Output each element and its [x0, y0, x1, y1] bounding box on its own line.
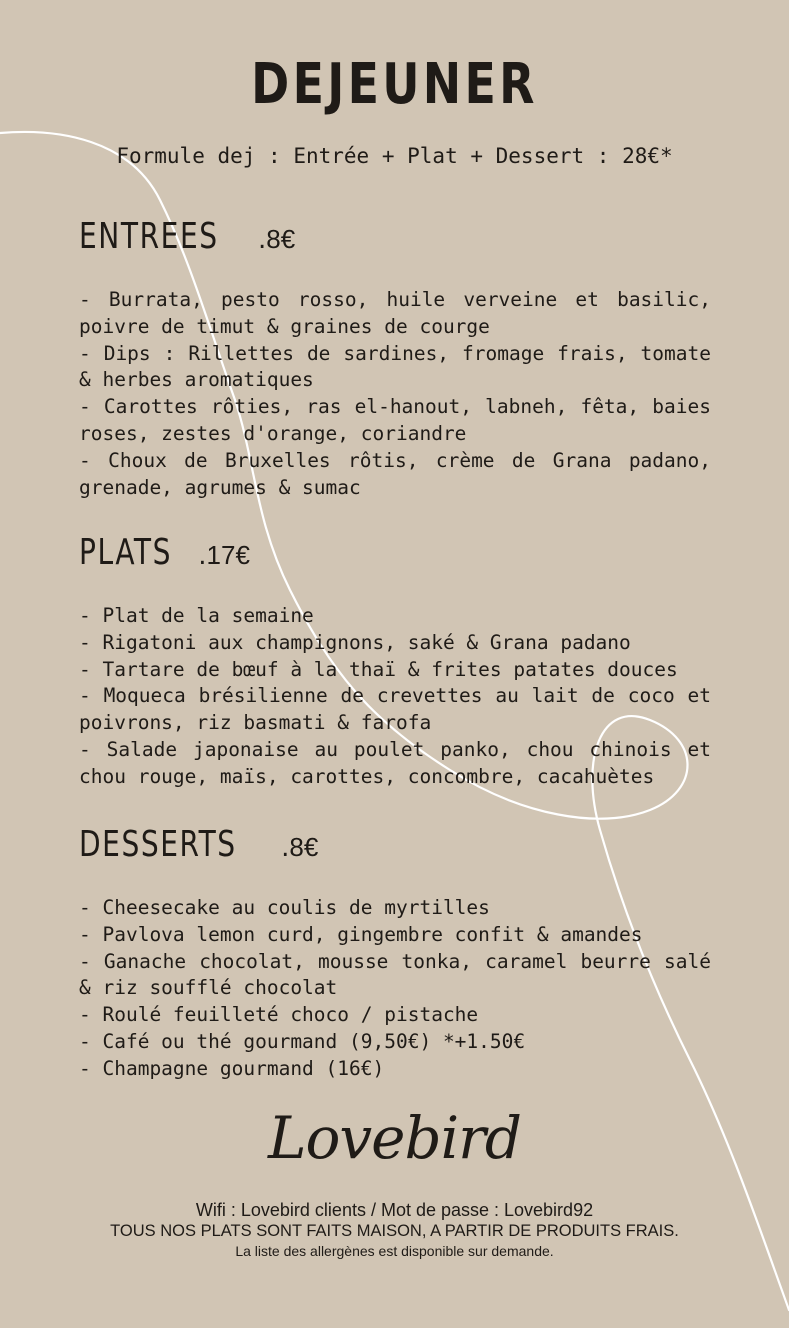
- menu-item: - Plat de la semaine: [79, 604, 314, 627]
- menu-item-list: [79, 287, 711, 501]
- brand-signature-logo: Lovebird: [267, 1104, 522, 1172]
- section-title: DESSERTS: [79, 824, 237, 865]
- heading-dot: .: [258, 225, 267, 255]
- heading-dot: .: [281, 833, 290, 863]
- section-heading: [79, 530, 711, 576]
- wifi-info: Wifi : Lovebird clients / Mot de passe : Lovebird92: [195, 1200, 594, 1220]
- lunch-formula: Formule dej : Entrée + Plat + Dessert : 28€*: [116, 144, 673, 168]
- menu-item: - Pavlova lemon curd, gingembre confit & amandes: [79, 922, 643, 946]
- menu-item: - Champagne gourmand (16€): [79, 1056, 385, 1080]
- section-price: 17€: [206, 540, 250, 570]
- menu-item-list: [79, 895, 711, 1083]
- section-heading: [79, 822, 711, 868]
- allergen-notice: La liste des allergènes est disponible sur demande.: [235, 1243, 554, 1259]
- page-title: DEJEUNER: [251, 52, 538, 117]
- menu-item: - Ganache chocolat, mousse tonka, caramel beurre salé & riz soufflé chocolat: [79, 949, 711, 1000]
- menu-item: - Carottes rôties, ras el-hanout, labneh, fêta, baies roses, zestes d'orange, coriandre: [79, 395, 711, 445]
- menu-item: - Rigatoni aux champignons, saké & Grana padano: [79, 630, 631, 654]
- menu-item: - Choux de Bruxelles rôtis, crème de Grana padano, grenade, agrumes & sumac: [79, 448, 711, 499]
- menu-item: - Tartare de bœuf à la thaï & frites patates douces: [79, 657, 678, 681]
- menu-item-list: [79, 603, 711, 791]
- menu-item: - Salade japonaise au poulet panko, chou chinois et chou rouge, maïs, carottes, concombre, cacahuètes: [79, 737, 711, 788]
- menu-item: - Roulé feuilleté choco / pistache: [79, 1003, 479, 1027]
- heading-dot: .: [198, 541, 207, 571]
- homemade-notice: TOUS NOS PLATS SONT FAITS MAISON, A PARTIR DE PRODUITS FRAIS.: [110, 1222, 679, 1240]
- section-desserts: [79, 822, 711, 1083]
- menu-item: - Dips : Rillettes de sardines, fromage frais, tomate & herbes aromatiques: [79, 341, 711, 392]
- section-title: PLATS: [79, 532, 173, 573]
- menu-item: - Café ou thé gourmand (9,50€) *+1.50€: [79, 1029, 526, 1053]
- menu-item: - Burrata, pesto rosso, huile verveine et basilic, poivre de timut & graines de courge: [79, 288, 711, 338]
- section-price: 8€: [266, 224, 296, 254]
- menu-item: - Moqueca brésilienne de crevettes au lait de coco et poivrons, riz basmati & farofa: [79, 684, 711, 735]
- section-heading: [79, 214, 711, 260]
- section-plats: [79, 530, 711, 791]
- section-title: ENTREES: [79, 216, 219, 257]
- section-price: 8€: [289, 832, 319, 862]
- menu-item: - Cheesecake au coulis de myrtilles: [79, 896, 490, 919]
- section-entrees: [79, 214, 711, 501]
